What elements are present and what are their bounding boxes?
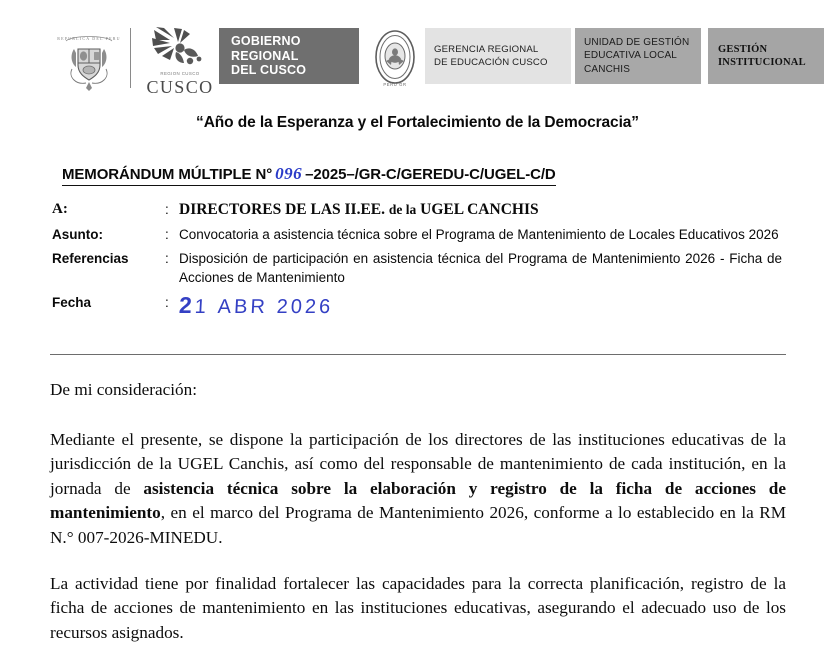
field-label-fecha: Fecha bbox=[52, 295, 92, 310]
field-colon-a: : bbox=[165, 202, 169, 217]
field-row-referencias bbox=[52, 249, 782, 287]
gobierno-line-3: DEL CUSCO bbox=[231, 63, 307, 78]
field-value-a-small: de la bbox=[388, 202, 417, 217]
cusco-logo-subtitle: REGION CUSCO bbox=[160, 71, 200, 76]
memo-fields bbox=[52, 200, 782, 322]
memorandum-prefix: MEMORÁNDUM MÚLTIPLE N° bbox=[62, 166, 273, 183]
body-p1-part2: , en el marco del Programa de Mantenimiento 2026, conforme a lo establecido en la RM N.° 007-2026-MINEDU. bbox=[50, 503, 786, 547]
gerencia-line-1: GERENCIA REGIONAL bbox=[434, 44, 539, 55]
field-value-asunto: Convocatoria a asistencia técnica sobre el Programa de Mantenimiento de Locales Educativos 2026 bbox=[179, 227, 779, 242]
gerencia-regional-box bbox=[425, 28, 571, 84]
header-body-divider bbox=[50, 354, 786, 355]
field-value-fecha bbox=[179, 293, 782, 319]
gobierno-line-1: GOBIERNO bbox=[231, 34, 301, 49]
ugel-canchis-box bbox=[575, 28, 701, 84]
field-row-asunto bbox=[52, 225, 782, 244]
ugel-line-3: CANCHIS bbox=[584, 63, 631, 75]
body-p1-part1: Mediante el presente, se dispone la participación de los directores de las instituciones educativas de la jurisdicción de la UGEL Canchis, así como del responsable de mantenimiento de cada institución, en la jornada de bbox=[50, 429, 786, 498]
field-row-destinatario bbox=[52, 200, 782, 219]
field-colon-fecha: : bbox=[165, 295, 169, 310]
body-paragraph-1 bbox=[50, 428, 786, 551]
field-row-fecha bbox=[52, 293, 782, 319]
memorandum-heading bbox=[62, 164, 556, 186]
field-value-a-main: DIRECTORES DE LAS II.EE. bbox=[179, 201, 386, 218]
document-body bbox=[50, 378, 786, 666]
field-value-a bbox=[179, 200, 782, 219]
gestion-line-2: INSTITUCIONAL bbox=[718, 57, 806, 68]
field-label-a: A: bbox=[52, 201, 68, 217]
field-value-a-tail: UGEL CANCHIS bbox=[420, 201, 539, 218]
date-stamp bbox=[178, 293, 334, 319]
svg-text:PERU GR: PERU GR bbox=[383, 82, 407, 87]
body-paragraph-2: La actividad tiene por finalidad fortalecer las capacidades para la correcta planificación, registro de la ficha de acciones de mantenimiento en las instituciones educativas, asegurando el adecuado uso de los recursos asignados. bbox=[50, 573, 786, 642]
body-greeting: De mi consideración: bbox=[50, 380, 198, 399]
cusco-logo-wordmark: CUSCO bbox=[146, 77, 214, 98]
svg-text:REPUBLICA DEL PERU: REPUBLICA DEL PERU bbox=[57, 36, 121, 41]
gerencia-line-2: DE EDUCACIÓN CUSCO bbox=[434, 57, 548, 68]
gestion-line-1: GESTIÓN bbox=[718, 43, 768, 55]
memorandum-number-handwritten: 096 bbox=[275, 164, 303, 183]
date-stamp-year: 2026 bbox=[276, 296, 334, 318]
field-colon-asunto: : bbox=[165, 227, 169, 242]
field-value-referencias: Disposición de participación en asistencia técnica del Programa de Mantenimiento 2026 - Ficha de Acciones de Mantenimiento bbox=[179, 251, 782, 285]
peru-coat-of-arms-icon bbox=[50, 24, 128, 98]
date-stamp-day-2: 1 bbox=[194, 296, 210, 318]
gobierno-line-2: REGIONAL bbox=[231, 48, 299, 63]
date-stamp-month: ABR bbox=[217, 296, 269, 318]
field-label-referencias: Referencias bbox=[52, 251, 129, 266]
memorandum-suffix: –2025–/GR-C/GEREDU-C/UGEL-C/D bbox=[305, 166, 556, 183]
field-colon-referencias: : bbox=[165, 251, 169, 266]
ugel-line-1: UNIDAD DE GESTIÓN bbox=[584, 36, 690, 48]
field-label-asunto: Asunto: bbox=[52, 227, 103, 242]
ugel-line-2: EDUCATIVA LOCAL bbox=[584, 50, 678, 62]
gobierno-regional-box bbox=[219, 28, 359, 84]
cusco-sun-logo-icon bbox=[141, 24, 219, 98]
letterhead bbox=[50, 24, 806, 102]
year-slogan-title: “Año de la Esperanza y el Fortalecimiento de la Democracia” bbox=[196, 114, 639, 131]
gestion-institucional-box bbox=[708, 28, 824, 84]
gerencia-regional-seal-icon bbox=[369, 24, 421, 94]
body-p1-emphasis: asistencia técnica sobre la elaboración y registro de la ficha de acciones de mantenimiento bbox=[50, 478, 786, 523]
date-stamp-day-1: 2 bbox=[178, 292, 196, 318]
letterhead-divider bbox=[130, 28, 131, 88]
